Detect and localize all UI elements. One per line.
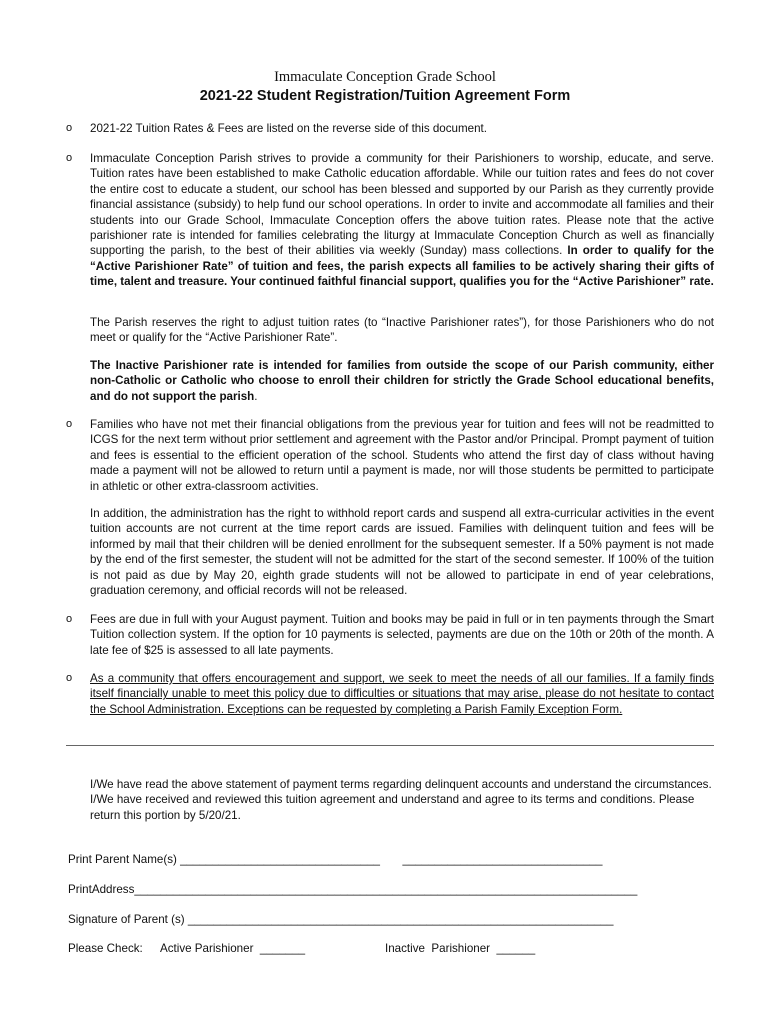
school-name: Immaculate Conception Grade School [274,69,496,85]
list-item-tuition-rates [66,121,714,136]
item-text: Families who have not met their financial obligations from the previous year for tuition and fees will not be readmitted to ICGS for the next term without prior settlement and agreement with the Pastor and/or Principal. Prompt payment of tuition and fees is essential to the efficient operation of the school. Students who attend the first day of class without having made a payment will not be allowed to return until a payment is made, nor will those students be permitted to participate in athletic or other extra-classroom activities. [90,418,714,493]
acknowledgement-text: I/We have read the above statement of payment terms regarding delinquent accounts and understand the circumstances. I/We have received and reviewed this tuition agreement and understand and agree to its terms and conditions. Please return this portion by 5/20/21. [90,778,712,822]
reserve-rights-paragraph: The Parish reserves the right to adjust tuition rates (to “Inactive Parishioner rates”), for those Parishioners who do not meet or qualify for the “Active Parishioner Rate”. [90,316,714,345]
item-text: Fees are due in full with your August payment. Tuition and books may be paid in full or in ten payments through the Smart Tuition collection system. If the option for 10 payments is selected, payments are due on the 10th or 20th of the month. A late fee of $25 is assessed to all late payments. [90,613,714,657]
item-text: As a community that offers encouragement and support, we seek to meet the needs of all our families. If a family finds itself financially unable to meet this policy due to difficulties or situations that may arise, please do not hesitate to contact the School Administration. Exceptions can be requested by completing a Parish Family Exception Form. [90,672,714,716]
signature-field[interactable]: Signature of Parent (s) __________________________________________________________________ [68,913,614,926]
inactive-rate-bold: The Inactive Parishioner rate is intended for families from outside the scope of our Parish community, either non-Catholic or Catholic who choose to enroll their children for strictly the Grade School educational benefits, and do not support the parish [90,359,714,403]
item-text [90,151,714,290]
bullet-marker: o [66,672,73,684]
inactive-rate-paragraph [90,358,714,404]
list-item-fees-due [66,612,714,658]
print-address-field[interactable]: PrintAddress______________________________________________________________________________ [68,883,638,896]
inactive-parishioner-check[interactable]: Inactive Parishioner ______ [385,942,536,955]
list-item-community-support [66,671,714,717]
withhold-report-cards-paragraph: In addition, the administration has the right to withhold report cards and suspend all extra-curricular activities in the event tuition accounts are not current at the time report cards are issued. Families with delinquent tuition and fees will be informed by mail that their children will be denied enrollment for the subsequent semester. If a 50% payment is not made by the end of the first semester, the student will not be admitted for the start of the second semester. If 100% of the tuition is not paid as due by May 20, eighth grade students will not be allowed to participate in end of year celebrations, graduation ceremony, and official records will not be released. [90,507,714,598]
form-title: 2021-22 Student Registration/Tuition Agreement Form [199,88,571,104]
please-check-label: Please Check: [68,942,143,955]
bullet-marker: o [66,418,73,430]
bullet-marker: o [66,122,73,134]
active-parishioner-check[interactable]: Active Parishioner _______ [160,942,306,955]
item-text: 2021-22 Tuition Rates & Fees are listed on the reverse side of this document. [90,122,487,135]
section-divider [66,745,714,746]
bullet-marker: o [66,152,73,164]
inactive-rate-end: . [254,389,258,403]
list-item-financial-obligations [66,417,714,494]
bullet-marker: o [66,613,73,625]
item-text-regular: Immaculate Conception Parish strives to provide a community for their Parishioners to worship, educate, and serve. Tuition rates have been established to make Catholic education affordable. While our tuition rates and fees do not cover the entire cost to educate a student, our school has been blessed and supported by our Parish as they currently provide financial assistance (subsidy) to help fund our school operations. In order to invite and accommodate all families and their students into our Grade School, Immaculate Conception offers the above tuition rates. Please note that the active parishioner rate is intended for families celebrating the liturgy at Immaculate Conception Church as well as financially supporting the parish, to the best of their abilities via weekly (Sunday) mass collections. [90,152,714,258]
item-text-bold: In order to qualify for the “Active Parishioner Rate” of tuition and fees, the parish expects all families to be actively sharing their gifts of time, talent and treasure. Your continued faithful financial support, qualifies you for the “Active Parishioner” rate. [90,244,714,289]
list-item-parish-statement [66,151,714,290]
print-parent-names-field[interactable]: Print Parent Name(s) _______________________________ _______________________________ [68,853,603,866]
